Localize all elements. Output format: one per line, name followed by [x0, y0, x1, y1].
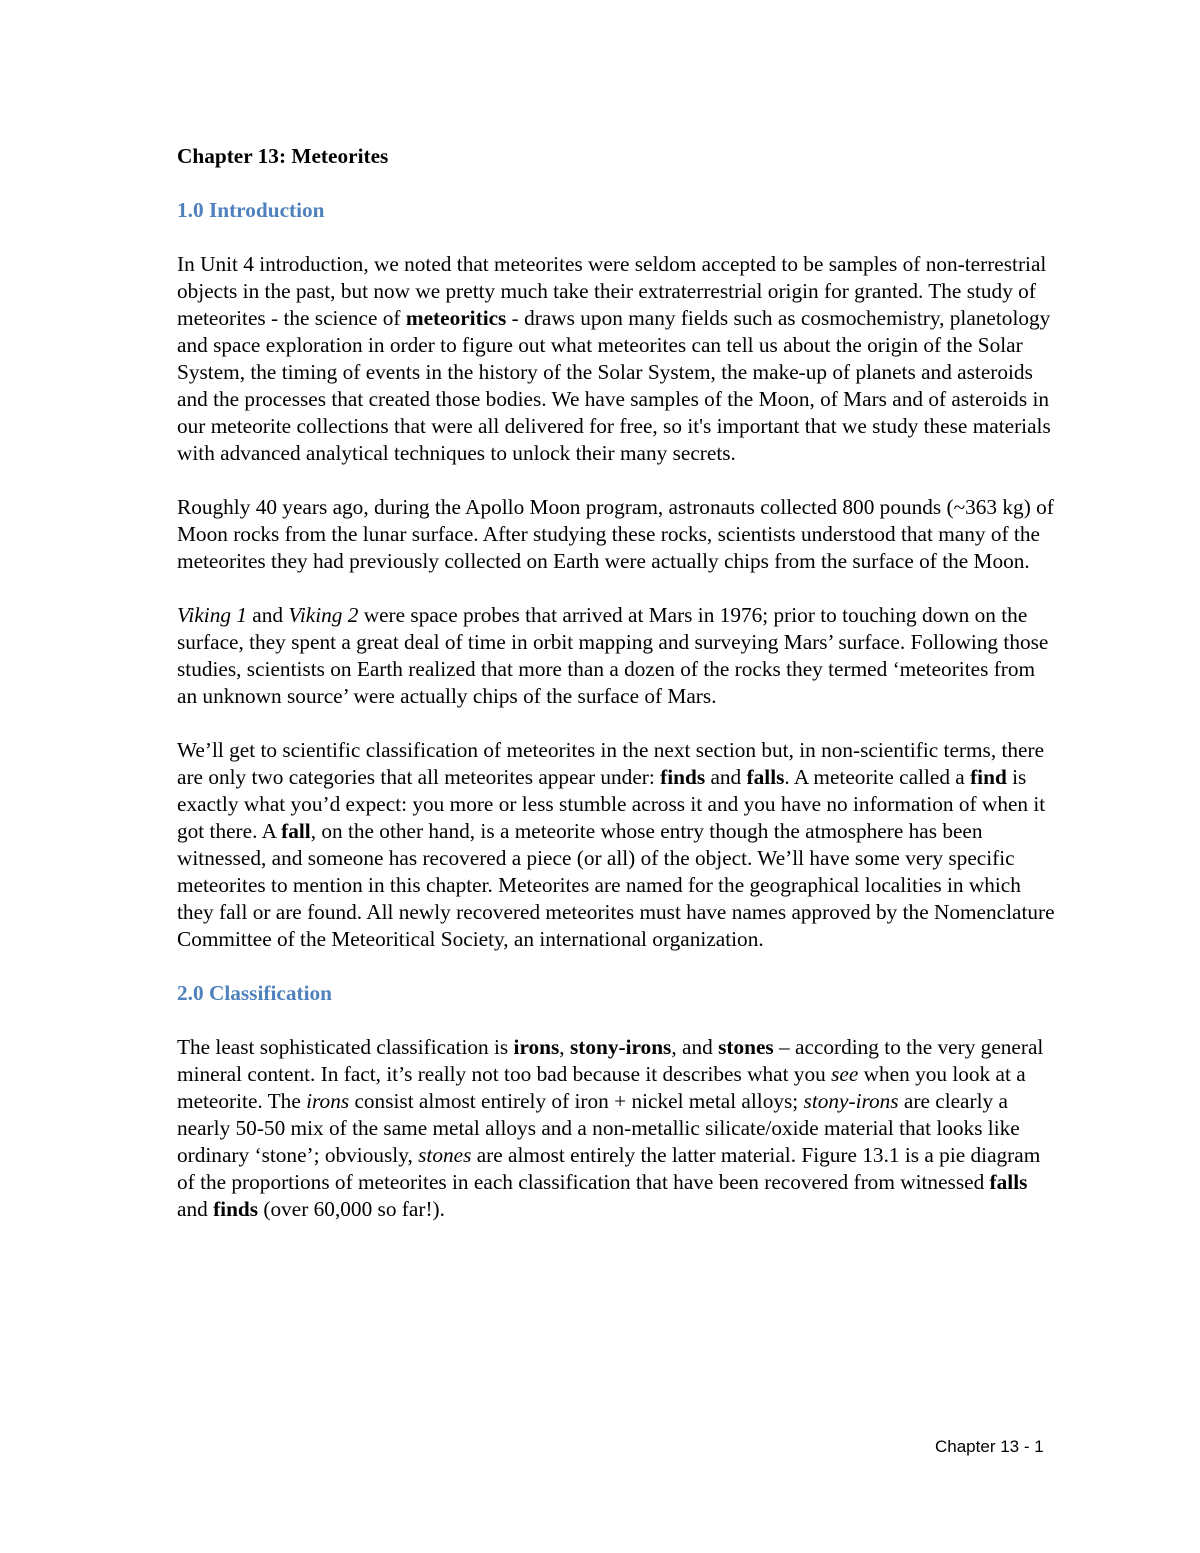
- text-run: when you look at a meteorite. The: [177, 1062, 1026, 1113]
- section-heading-introduction: 1.0 Introduction: [177, 198, 325, 222]
- term-stony-irons: stony-irons: [569, 1035, 672, 1059]
- term-find: find: [970, 765, 1007, 789]
- term-stones: stones: [718, 1035, 774, 1059]
- text-run: , and: [671, 1035, 719, 1059]
- term-fall: fall: [281, 819, 311, 843]
- text-run: are clearly a nearly 50-50 mix of the same metal alloys and a non-metallic silicate/oxide material that looks like ordinary ‘stone’; obviously,: [177, 1089, 1020, 1167]
- text-run: – according to the very general mineral content. In fact, it’s really not too bad because it describes what you: [177, 1035, 1044, 1086]
- text-run: and: [246, 603, 289, 627]
- text-run: consist almost entirely of iron + nickel metal alloys;: [349, 1089, 804, 1113]
- chapter-title: Chapter 13: Meteorites: [177, 144, 389, 168]
- term-finds: finds: [660, 765, 706, 789]
- text-run: Roughly 40 years ago, during the Apollo Moon program, astronauts collected 800 pounds (~363 kg) of Moon rocks from the lunar surface. After studying these rocks, scientists understood that many of the meteorites they had previously collected on Earth were actually chips from the surface of the Moon.: [177, 495, 1054, 573]
- text-run: is exactly what you’d expect: you more or less stumble across it and you have no information of when it got there. A: [177, 765, 1046, 843]
- text-run: In Unit 4 introduction, we noted that meteorites were seldom accepted to be samples of non-terrestrial objects in the past, but now we pretty much take their extraterrestrial origin for granted. The study of meteorites - the science of: [177, 252, 1047, 330]
- italic-irons: irons: [306, 1089, 350, 1113]
- term-falls: falls: [989, 1170, 1028, 1194]
- italic-viking-1: Viking 1: [177, 603, 247, 627]
- intro-paragraph-2: [177, 494, 1057, 575]
- text-run: (over 60,000 so far!).: [258, 1197, 445, 1221]
- term-meteoritics: meteoritics: [405, 306, 507, 330]
- term-irons: irons: [513, 1035, 560, 1059]
- intro-paragraph-1: [177, 251, 1057, 467]
- classification-paragraph-1: [177, 1034, 1057, 1223]
- term-finds: finds: [213, 1197, 259, 1221]
- text-run: ,: [559, 1035, 570, 1059]
- text-run: - draws upon many fields such as cosmochemistry, planetology and space exploration in order to figure out what meteorites can tell us about the origin of the Solar System, the timing of events in the history of the Solar System, the make-up of planets and asteroids and the processes that created those bodies. We have samples of the Moon, of Mars and of asteroids in our meteorite collections that were all delivered for free, so it's important that we study these materials with advanced analytical techniques to unlock their many secrets.: [177, 306, 1051, 465]
- intro-paragraph-4: [177, 737, 1057, 953]
- section-heading-classification: 2.0 Classification: [177, 981, 332, 1005]
- italic-see: see: [831, 1062, 859, 1086]
- text-run: were space probes that arrived at Mars in 1976; prior to touching down on the surface, they spent a great deal of time in orbit mapping and surveying Mars’ surface. Following those studies, scientists on Earth realized that more than a dozen of the rocks they termed ‘meteorites from an unknown source’ were actually chips of the surface of Mars.: [177, 603, 1049, 708]
- italic-stony-irons: stony-irons: [803, 1089, 899, 1113]
- text-run: and: [705, 765, 747, 789]
- italic-viking-2: Viking 2: [288, 603, 359, 627]
- intro-paragraph-3: [177, 602, 1057, 710]
- page-content: [177, 143, 1057, 1250]
- text-run: We’ll get to scientific classification of meteorites in the next section but, in non-scientific terms, there are only two categories that all meteorites appear under:: [177, 738, 1045, 789]
- page-footer: Chapter 13 - 1: [935, 1437, 1044, 1456]
- text-run: and: [177, 1197, 214, 1221]
- text-run: The least sophisticated classification is: [177, 1035, 514, 1059]
- term-falls: falls: [746, 765, 785, 789]
- italic-stones: stones: [418, 1143, 472, 1167]
- text-run: . A meteorite called a: [784, 765, 971, 789]
- text-run: , on the other hand, is a meteorite whose entry though the atmosphere has been witnessed, and someone has recovered a piece (or all) of the object. We’ll have some very specific meteorites to mention in this chapter. Meteorites are named for the geographical localities in which they fall or are found. All newly recovered meteorites must have names approved by the Nomenclature Committee of the Meteoritical Society, an international organization.: [177, 819, 1055, 951]
- text-run: are almost entirely the latter material. Figure 13.1 is a pie diagram of the proportions of meteorites in each classification that have been recovered from witnessed: [177, 1143, 1041, 1194]
